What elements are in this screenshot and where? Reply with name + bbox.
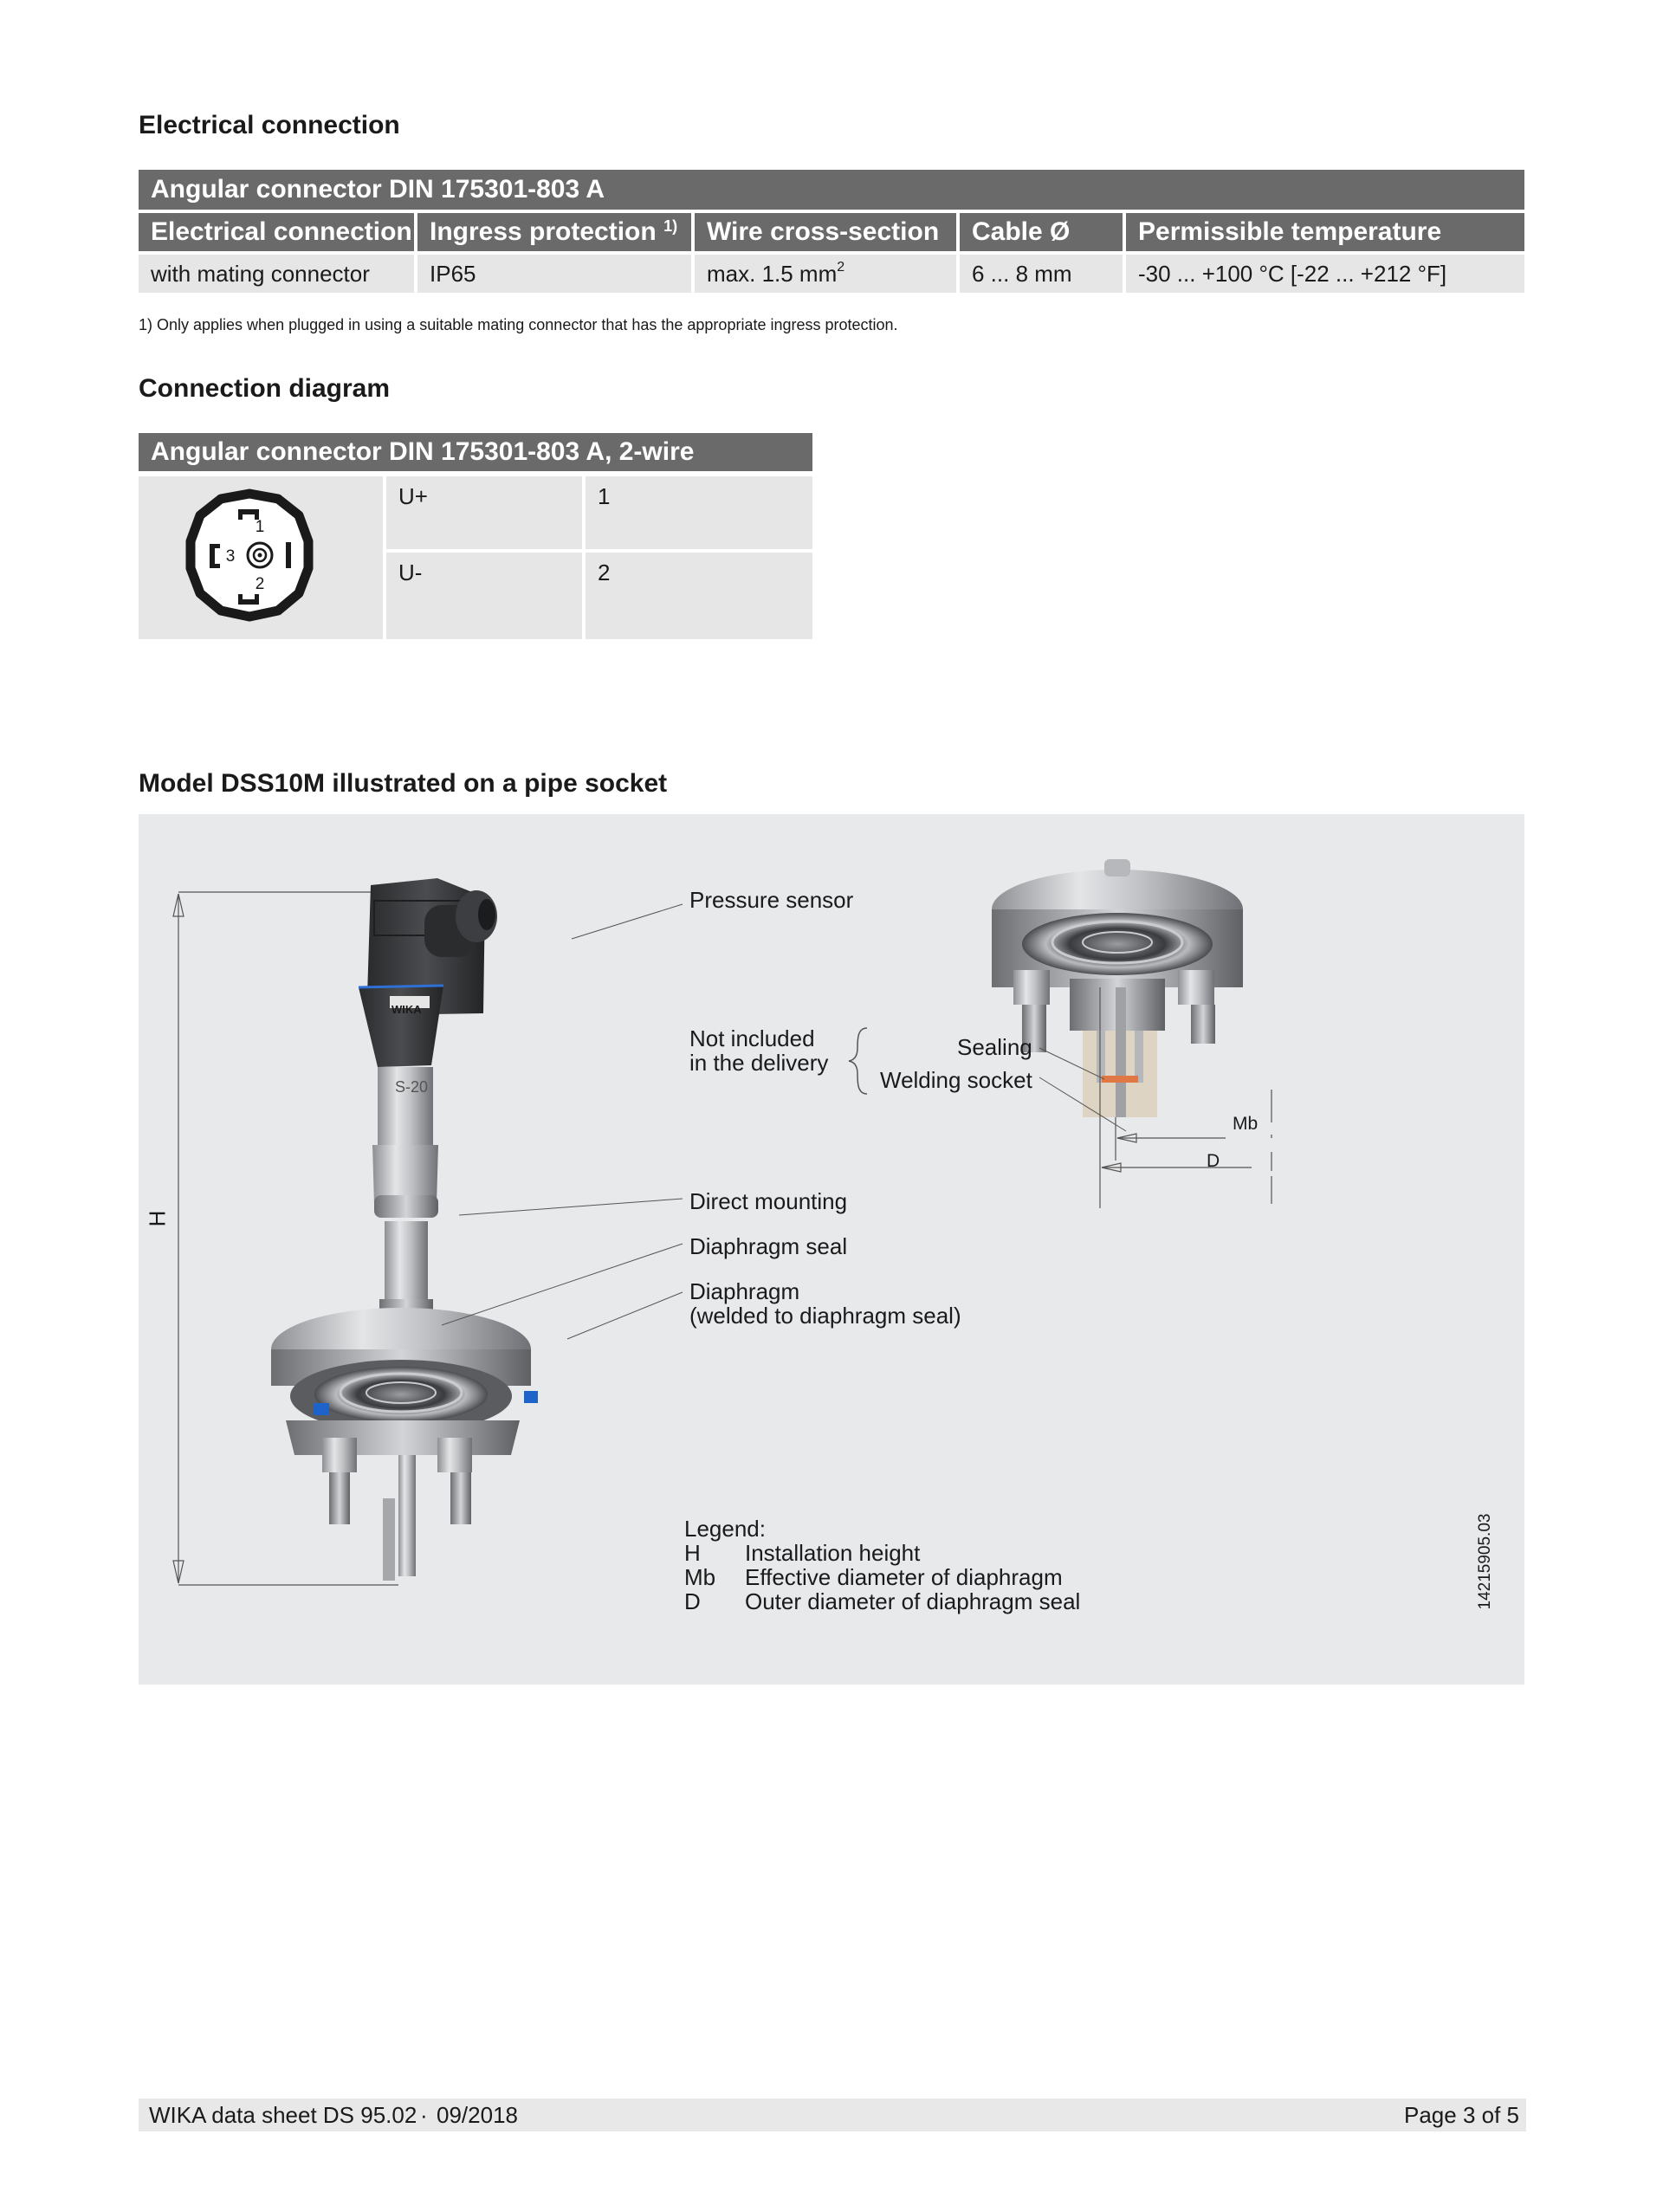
electrical-connection-heading: Electrical connection: [139, 111, 400, 139]
footer-separator: ·: [420, 2102, 428, 2128]
legend-text: Outer diameter of diaphragm seal: [745, 1588, 1081, 1614]
table-cell: with mating connector: [139, 255, 414, 293]
label-sealing: Sealing: [957, 1034, 1032, 1060]
table-cell: 6 ... 8 mm: [960, 255, 1123, 293]
label-direct-mounting: Direct mounting: [689, 1188, 848, 1214]
electrical-connection-table: [139, 170, 1524, 296]
label-diaphragm-line1: Diaphragm: [689, 1278, 800, 1304]
pin-label-1: 1: [255, 518, 265, 536]
pin-cell: 1: [586, 476, 812, 549]
footer-page-number: Page 3 of 5: [1404, 2102, 1519, 2128]
footnote: 1) Only applies when plugged in using a suitable mating connector that has the appropriate ingress protection.: [139, 316, 898, 333]
drawing-number: 14215905.03: [1476, 1513, 1494, 1610]
model-heading: Model DSS10M illustrated on a pipe socket: [139, 769, 668, 798]
dim-label-h: H: [144, 1210, 171, 1227]
table-cell: -30 ... +100 °C [-22 ... +212 °F]: [1126, 255, 1524, 293]
sensor-model-mark: S-20: [395, 1078, 429, 1096]
label-not-included-line2: in the delivery: [689, 1050, 829, 1076]
col-header-permissible-temperature: Permissible temperature: [1126, 213, 1524, 251]
label-diaphragm-seal: Diaphragm seal: [689, 1233, 848, 1259]
legend-text: Installation height: [745, 1540, 921, 1566]
connector-face-icon: [139, 476, 383, 639]
page-footer: [139, 2099, 1526, 2131]
sensor-brand-mark: WIKA: [391, 1003, 422, 1016]
pin-cell: 2: [586, 553, 812, 639]
legend-title: Legend:: [684, 1516, 766, 1542]
table-title: Angular connector DIN 175301-803 A, 2-wire: [139, 433, 812, 471]
signal-cell: U-: [386, 553, 582, 639]
legend-key: D: [684, 1588, 701, 1614]
signal-cell: U+: [386, 476, 582, 549]
legend-text: Effective diameter of diaphragm: [745, 1564, 1063, 1590]
table-cell: max. 1.5 $mm^2$: [695, 255, 956, 293]
pin-label-3: 3: [225, 547, 236, 566]
dim-label-d: D: [1207, 1151, 1220, 1171]
col-header-electrical-connection: Electrical connection: [139, 213, 414, 251]
footer-doc-title: WIKA data sheet DS 95.02: [149, 2102, 417, 2128]
model-illustration: [139, 814, 1524, 1685]
col-header-wire-cross-section: Wire cross-section: [695, 213, 956, 251]
footer-date: 09/2018: [437, 2102, 518, 2128]
dim-label-mb: Mb: [1233, 1114, 1259, 1134]
connection-diagram-heading: Connection diagram: [139, 374, 391, 403]
col-header-ingress-protection: Ingress protection $^{1)}$: [417, 213, 691, 251]
legend-key: H: [684, 1540, 701, 1566]
connector-pinout-diagram: [139, 476, 383, 639]
table-cell: IP65: [417, 255, 691, 293]
label-not-included-line1: Not included: [689, 1025, 815, 1051]
connection-diagram-table: [139, 433, 812, 639]
label-pressure-sensor: Pressure sensor: [689, 887, 854, 913]
col-header-cable-diameter: Cable Ø: [960, 213, 1123, 251]
legend-key: Mb: [684, 1564, 716, 1590]
pin-label-2: 2: [255, 575, 265, 593]
label-diaphragm-line2: (welded to diaphragm seal): [689, 1303, 961, 1329]
label-welding-socket: Welding socket: [880, 1067, 1032, 1093]
table-title: Angular connector DIN 175301-803 A: [139, 170, 1524, 210]
